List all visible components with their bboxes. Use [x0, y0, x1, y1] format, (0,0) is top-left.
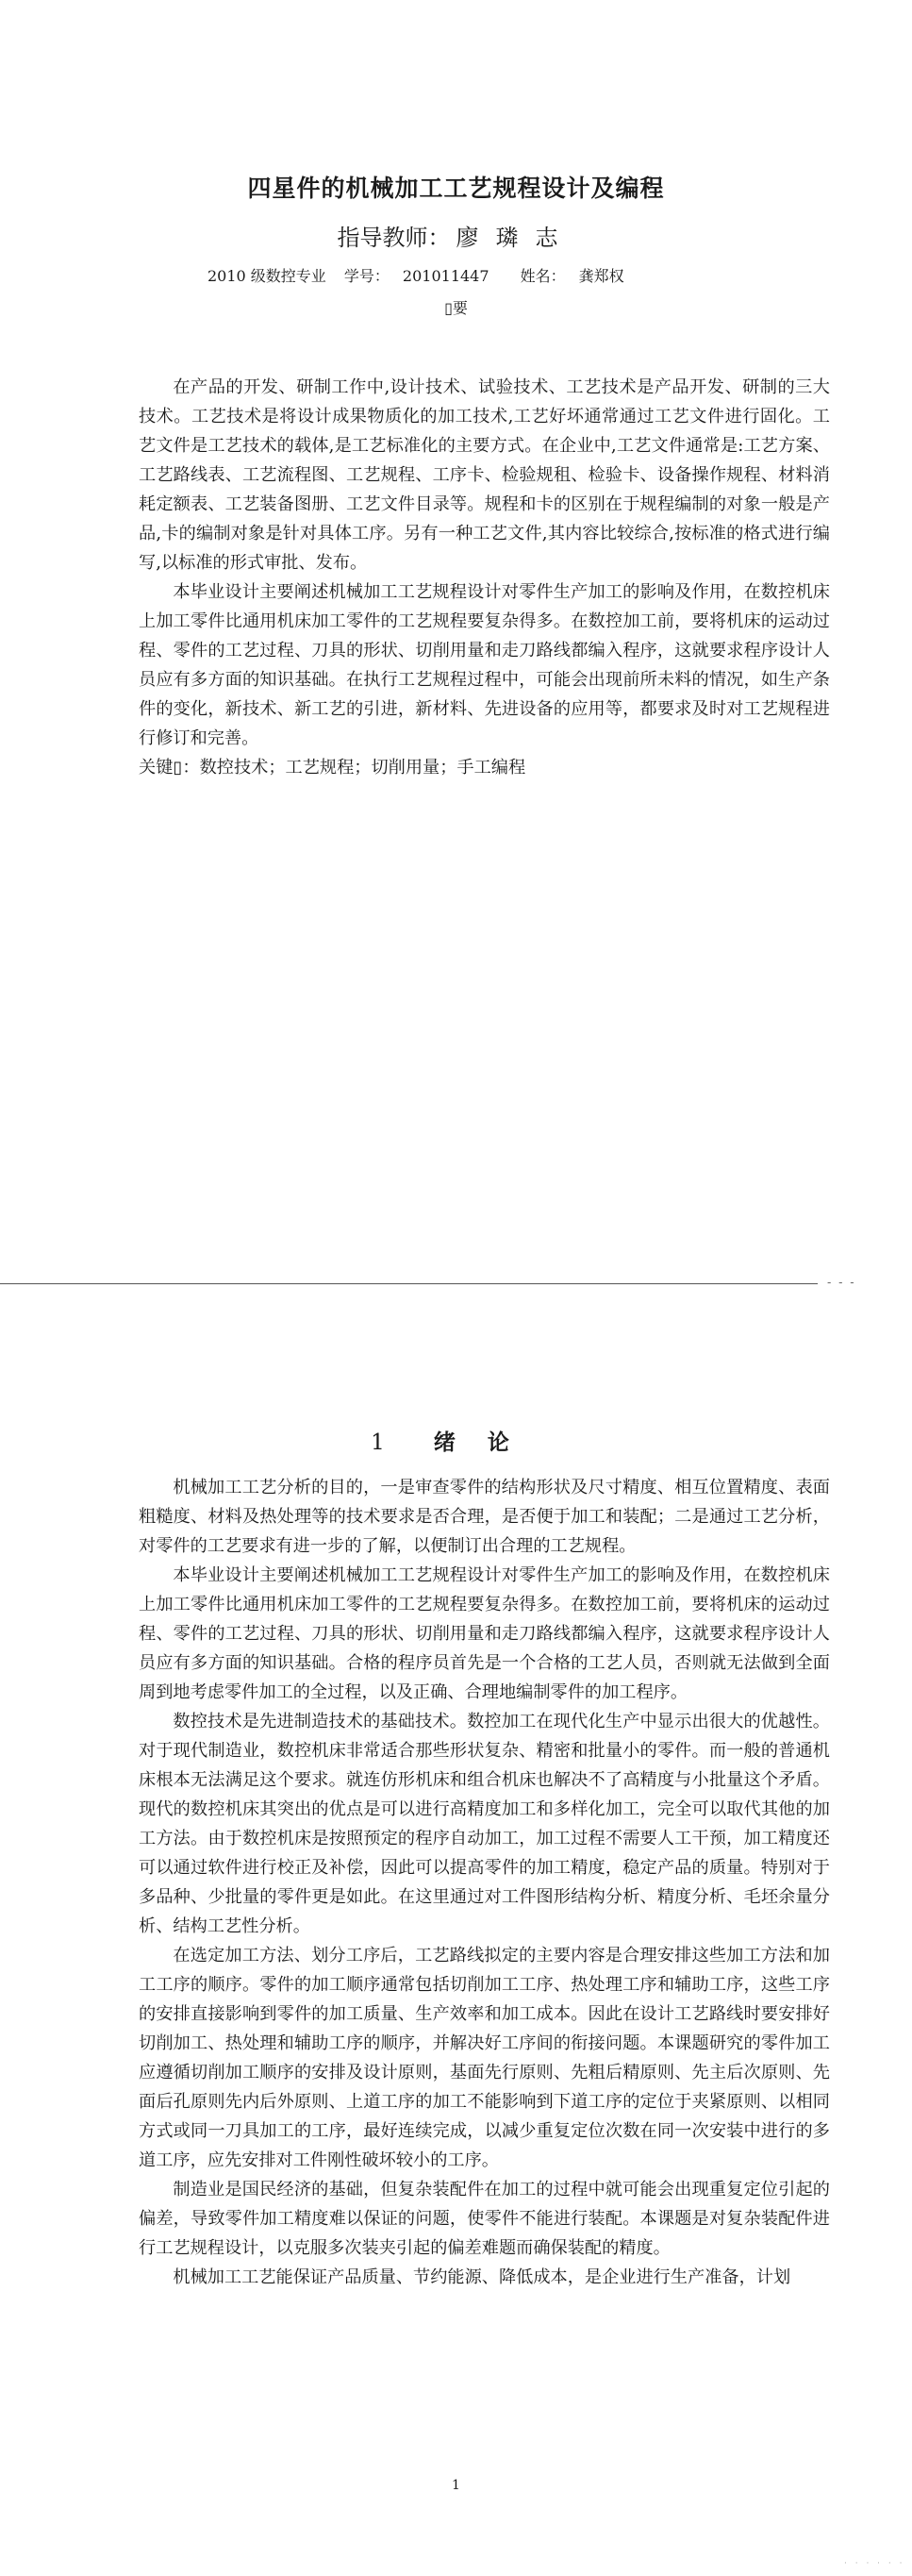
chapter-number: 1 [371, 1430, 385, 1455]
student-name-value: 龚郑权 [578, 267, 624, 285]
abstract-paragraph: 本毕业设计主要阐述机械加工工艺规程设计对零件生产加工的影响及作用，在数控机床上加工零件比通用机床加工零件的工艺规程要复杂得多。在数控加工前，要将机床的运动过程、零件的工艺过程、刀具的形状、切削用量和走刀路线都编入程序，这就要求程序设计人员应有多方面的知识基础。在执行工艺规程过程中，可能会出现前所未料的情况，如生产条件的变化，新技术、新工艺的引进，新材料、先进设备的应用等，都要求及时对工艺规程进行修订和完善。 [139, 582, 830, 748]
chapter-paragraph: 数控技术是先进制造技术的基础技术。数控加工在现代化生产中显示出很大的优越性。对于现代制造业，数控机床非常适合那些形状复杂、精密和批量小的零件。而一般的普通机床根本无法满足这个要求。就连仿形机床和组合机床也解决不了高精度与小批量这个矛盾。现代的数控机床其突出的优点是可以进行高精度加工和多样化加工，完全可以取代其他的加工方法。由于数控机床是按照预定的程序自动加工，加工过程不需要人工干预，加工精度还可以通过软件进行校正及补偿，因此可以提高零件的加工精度，稳定产品的质量。特别对于多品种、少批量的零件更是如此。在这里通过对工件图形结构分析、精度分析、毛坯余量分析、结构工艺性分析。 [139, 1712, 830, 1936]
student-name-label: 姓名： [520, 267, 566, 285]
student-id-value: 201011447 [402, 267, 489, 285]
advisor-label: 指导教师： [337, 225, 451, 251]
page-number: 1 [452, 2478, 460, 2493]
chapter-paragraph: 机械加工工艺能保证产品质量、节约能源、降低成本，是企业进行生产准备，计划 [173, 2267, 791, 2287]
abstract-paragraph: 在产品的开发、研制工作中,设计技术、试验技术、工艺技术是产品开发、研制的三大技术。工艺技术是将设计成果物质化的加工技术,工艺好坏通常通过工艺文件进行固化。工艺文件是工艺技术的载体,是工艺标准化的主要方式。在企业中,工艺文件通常是:工艺方案、工艺路线表、工艺流程图、工艺规程、工序卡、检验规租、检验卡、设备操作规程、材料消耗定额表、工艺装备图册、工艺文件目录等。规程和卡的区别在于规程编制的对象一般是产品,卡的编制对象是针对具体工序。另有一种工艺文件,其内容比较综合,按标准的格式进行编写,以标准的形式审批、发布。 [139, 377, 830, 573]
student-info [207, 264, 651, 286]
student-id [344, 267, 503, 285]
footer-mark: · · · · · · [844, 2559, 905, 2568]
advisor-line [0, 219, 912, 252]
document-title: 四星件的机械加工工艺规程设计及编程 [247, 175, 665, 202]
page-separator-mark: - - - [827, 1276, 856, 1289]
student-program: 2010 级数控专业 [207, 267, 326, 285]
chapter-paragraph: 在选定加工方法、划分工序后，工艺路线拟定的主要内容是合理安排这些加工方法和加工工序的顺序。零件的加工顺序通常包括切削加工工序、热处理工序和辅助工序，这些工序的安排直接影响到零件的加工质量、生产效率和加工成本。因此在设计工艺路线时要安排好切削加工、热处理和辅助工序的顺序，并解决好工序间的衔接问题。本课题研究的零件加工应遵循切削加工顺序的安排及设计原则，基面先行原则、先粗后精原则、先主后次原则、先面后孔原则先内后外原则、上道工序的加工不能影响到下道工序的定位于夹紧原则、以相同方式或同一刀具加工的工序，最好连续完成，以减少重复定位次数在同一次安装中进行的多道工序，应先安排对工件刚性破坏较小的工序。 [139, 1946, 830, 2170]
student-name [521, 267, 638, 285]
chapter-paragraph: 制造业是国民经济的基础，但复杂装配件在加工的过程中就可能会出现重复定位引起的偏差，导致零件加工精度难以保证的问题，使零件不能进行装配。本课题是对复杂装配件进行工艺规程设计，以克服多次装夹引起的偏差难题而确保装配的精度。 [139, 2180, 830, 2258]
chapter-paragraph: 机械加工工艺分析的目的，一是审查零件的结构形状及尺寸精度、相互位置精度、表面粗糙度、材料及热处理等的技术要求是否合理，是否便于加工和装配；二是通过工艺分析，对零件的工艺要求有进一步的了解，以便制订出合理的工艺规程。 [139, 1478, 830, 1556]
chapter-paragraph: 本毕业设计主要阐述机械加工工艺规程设计对零件生产加工的影响及作用，在数控机床上加工零件比通用机床加工零件的工艺规程要复杂得多。在数控加工前，要将机床的运动过程、零件的工艺过程、刀具的形状、切削用量和走刀路线都编入程序，这就要求程序设计人员应有多方面的知识基础。合格的程序员首先是一个合格的工艺人员，否则就无法做到全面周到地考虑零件加工的全过程，以及正确、合理地编制零件的加工程序。 [139, 1565, 830, 1702]
keywords: 关键▯：数控技术；工艺规程；切削用量；手工编程 [139, 758, 526, 778]
advisor-name: 廖璘志 [456, 225, 575, 251]
student-id-label: 学号： [343, 267, 390, 285]
abstract-heading: ▯要 [444, 299, 468, 317]
chapter-body [139, 1473, 830, 2292]
page-separator [0, 1283, 818, 1284]
chapter-heading [0, 1425, 912, 1456]
abstract-body [139, 373, 830, 782]
chapter-title: 绪论 [433, 1430, 541, 1455]
